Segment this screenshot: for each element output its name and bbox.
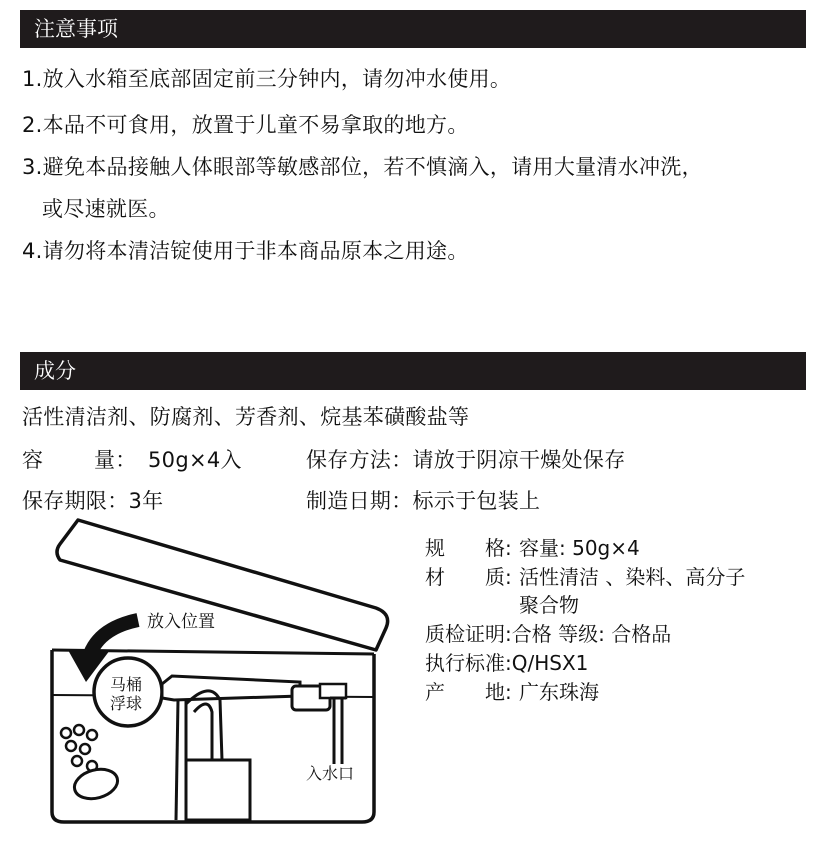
precaution-item-1: 1.放入水箱至底部固定前三分钟内，请勿冲水使用。: [22, 67, 512, 91]
storage-label: 保存方法：: [306, 448, 413, 472]
material-label-a: 材: [425, 565, 445, 589]
qc-label: 质检证明:: [425, 622, 512, 646]
mfg-label: 制造日期：: [306, 489, 413, 513]
inlet-label: 入水口: [306, 764, 355, 783]
spec-value: 容量: 50g×4: [519, 536, 640, 560]
inlet-pipe: [330, 698, 346, 764]
precautions-title: 注意事项: [34, 17, 118, 41]
flush-pipe: [176, 691, 250, 820]
qc-value: 合格 等级: 合格品: [511, 622, 672, 646]
ingredients-list: 活性清洁剂、防腐剂、芳香剂、烷基苯磺酸盐等: [22, 405, 470, 429]
capacity-label-2: 量：: [94, 448, 137, 472]
bubbles: [61, 725, 97, 771]
precaution-item-3: 3.避免本品接触人体眼部等敏感部位，若不慎滴入，请用大量清水冲洗，: [22, 155, 703, 179]
standard-label: 执行标准:: [425, 651, 512, 675]
standard-value: Q/HSX1: [511, 651, 589, 675]
storage-value: 请放于阴凉干燥处保存: [412, 448, 626, 472]
material-label-b: 质:: [485, 565, 512, 589]
capacity-value: 50g×4入: [148, 448, 242, 472]
shelf-label: 保存期限：: [22, 489, 129, 513]
precaution-item-2: 2.本品不可食用，放置于儿童不易拿取的地方。: [22, 113, 469, 137]
precaution-item-4: 4.请勿将本清洁锭使用于非本商品原本之用途。: [22, 239, 469, 263]
origin-label-b: 地:: [485, 680, 512, 704]
spec-label-b: 格:: [485, 536, 512, 560]
origin-value: 广东珠海: [519, 680, 599, 704]
placement-label: 放入位置: [147, 612, 215, 632]
material-value-2: 聚合物: [519, 593, 579, 617]
cleaning-tablet: [71, 765, 121, 803]
float-label-2: 浮球: [110, 694, 143, 713]
capacity-label: 容: [22, 448, 44, 472]
precaution-item-3-cont: 或尽速就医。: [42, 197, 170, 221]
float-arm: [162, 676, 346, 710]
mfg-value: 标示于包装上: [412, 489, 541, 513]
origin-label-a: 产: [425, 680, 445, 704]
float-label-1: 马桶: [110, 675, 143, 694]
material-value-1: 活性清洁 、染料、高分子: [519, 565, 746, 589]
spec-label-a: 规: [425, 536, 445, 560]
ingredients-title: 成分: [34, 359, 76, 383]
shelf-value: 3年: [128, 489, 164, 513]
